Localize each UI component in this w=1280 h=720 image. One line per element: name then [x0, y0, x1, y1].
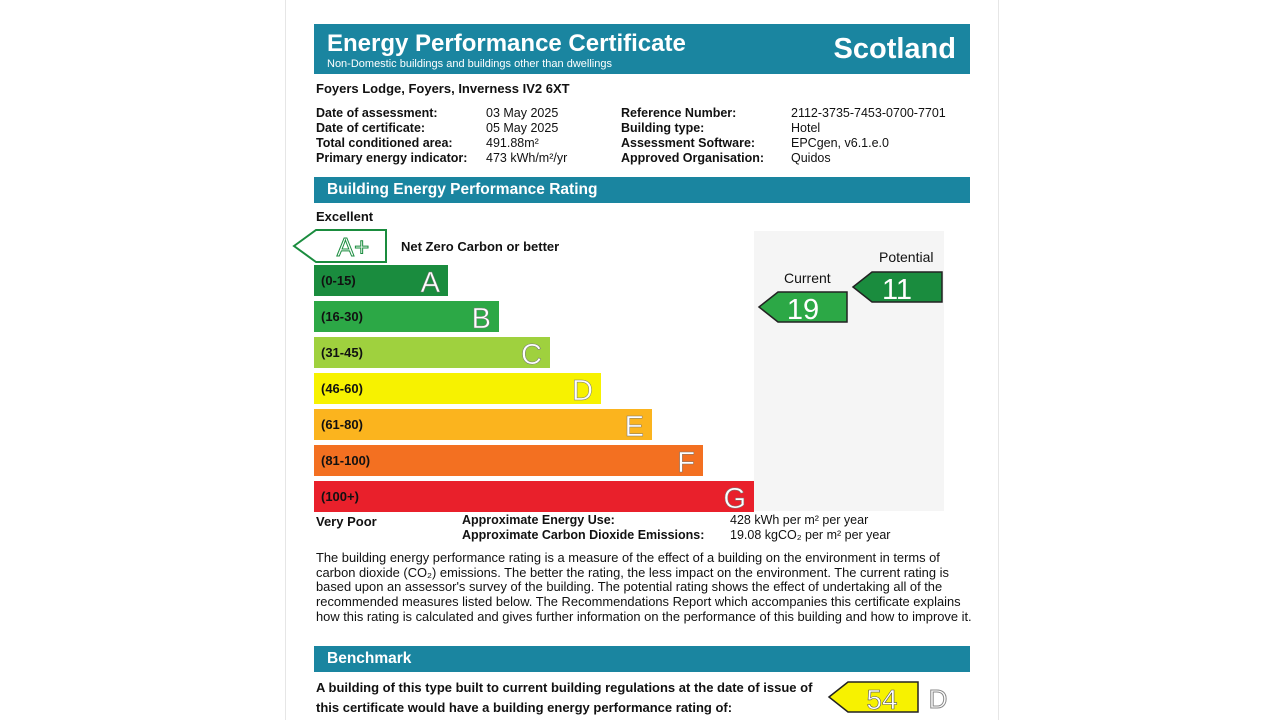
rating-band-g	[314, 481, 754, 512]
potential-label: Potential	[879, 249, 934, 265]
scale-top-label: Excellent	[316, 209, 374, 224]
rating-description: The building energy performance rating is a measure of the effect of a building on the environment in terms of carbon dioxide (CO₂) emissions. The better the rating, the less impact on the environment. The current rating is based upon an assessor's survey of the building. The potential rating shows the effect of undertaking all of the recommended measures listed below. The Recommendations Report which accompanies this certificate explains how this rating is calculated and gives further information on the performance of this building and how to improve it.	[316, 550, 972, 624]
band-letter: B	[471, 303, 491, 335]
co2-row	[462, 528, 890, 543]
energy-use-label: Approximate Energy Use:	[462, 513, 615, 527]
detail-value: 03 May 2025	[486, 106, 559, 120]
band-letter: F	[677, 447, 695, 479]
scale-bottom-label: Very Poor	[316, 514, 377, 529]
band-letter: G	[723, 483, 746, 515]
band-range-label: (61-80)	[321, 417, 363, 432]
aplus-letter: A+	[336, 232, 370, 262]
band-letter: D	[572, 375, 593, 407]
co2-label: Approximate Carbon Dioxide Emissions:	[462, 528, 705, 542]
band-range-label: (0-15)	[321, 273, 356, 288]
band-range-label: (100+)	[321, 489, 359, 504]
rating-section-title: Building Energy Performance Rating	[327, 181, 598, 198]
detail-value: 05 May 2025	[486, 121, 559, 135]
detail-label: Approved Organisation:	[621, 151, 765, 165]
detail-value: 2112-3735-7453-0700-7701	[791, 106, 946, 120]
detail-value: EPCgen, v6.1.e.0	[791, 136, 889, 150]
band-range-label: (16-30)	[321, 309, 363, 324]
energy-use-row	[462, 513, 890, 528]
benchmark-letter: D	[928, 684, 948, 714]
rating-band-e	[314, 409, 652, 440]
certificate-subtitle: Non-Domestic buildings and buildings other than dwellings	[327, 58, 612, 70]
benchmark-text: A building of this type built to current building regulations at the date of issue of this certificate would have a building energy performance rating of:	[316, 680, 813, 715]
detail-value: 473 kWh/m²/yr	[486, 151, 568, 165]
detail-value: Hotel	[791, 121, 821, 135]
detail-value: Quidos	[791, 151, 831, 165]
benchmark-marker	[829, 682, 947, 715]
emissions-block	[462, 513, 890, 543]
band-range-label: (81-100)	[321, 453, 371, 468]
energy-use-value: 428 kWh per m² per year	[730, 513, 869, 527]
current-label: Current	[784, 270, 831, 286]
co2-value: 19.08 kgCO₂ per m² per year	[730, 528, 891, 542]
aplus-band	[294, 230, 559, 262]
potential-value: 11	[881, 274, 913, 306]
detail-label: Building type:	[621, 121, 705, 135]
region-label: Scotland	[833, 33, 956, 65]
property-address: Foyers Lodge, Foyers, Inverness IV2 6XT	[316, 81, 570, 96]
band-letter: C	[521, 339, 542, 371]
detail-label: Total conditioned area:	[316, 136, 453, 150]
benchmark-section-header	[314, 646, 970, 672]
detail-label: Date of certificate:	[316, 121, 426, 135]
aplus-description: Net Zero Carbon or better	[401, 239, 560, 254]
certificate-title: Energy Performance Certificate	[327, 30, 686, 57]
rating-bands	[314, 265, 754, 515]
rating-band-f	[314, 445, 703, 476]
benchmark-value: 54	[866, 684, 898, 715]
detail-value: 491.88m²	[486, 136, 539, 150]
benchmark-section-title: Benchmark	[327, 650, 412, 667]
detail-label: Date of assessment:	[316, 106, 438, 120]
band-letter: E	[624, 411, 644, 443]
detail-label: Assessment Software:	[621, 136, 756, 150]
detail-label: Primary energy indicator:	[316, 151, 468, 165]
current-rating-marker	[759, 292, 847, 326]
band-range-label: (46-60)	[321, 381, 363, 396]
band-letter: A	[420, 267, 440, 299]
current-value: 19	[786, 294, 820, 326]
potential-rating-marker	[853, 272, 942, 306]
detail-label: Reference Number:	[621, 106, 737, 120]
band-range-label: (31-45)	[321, 345, 363, 360]
